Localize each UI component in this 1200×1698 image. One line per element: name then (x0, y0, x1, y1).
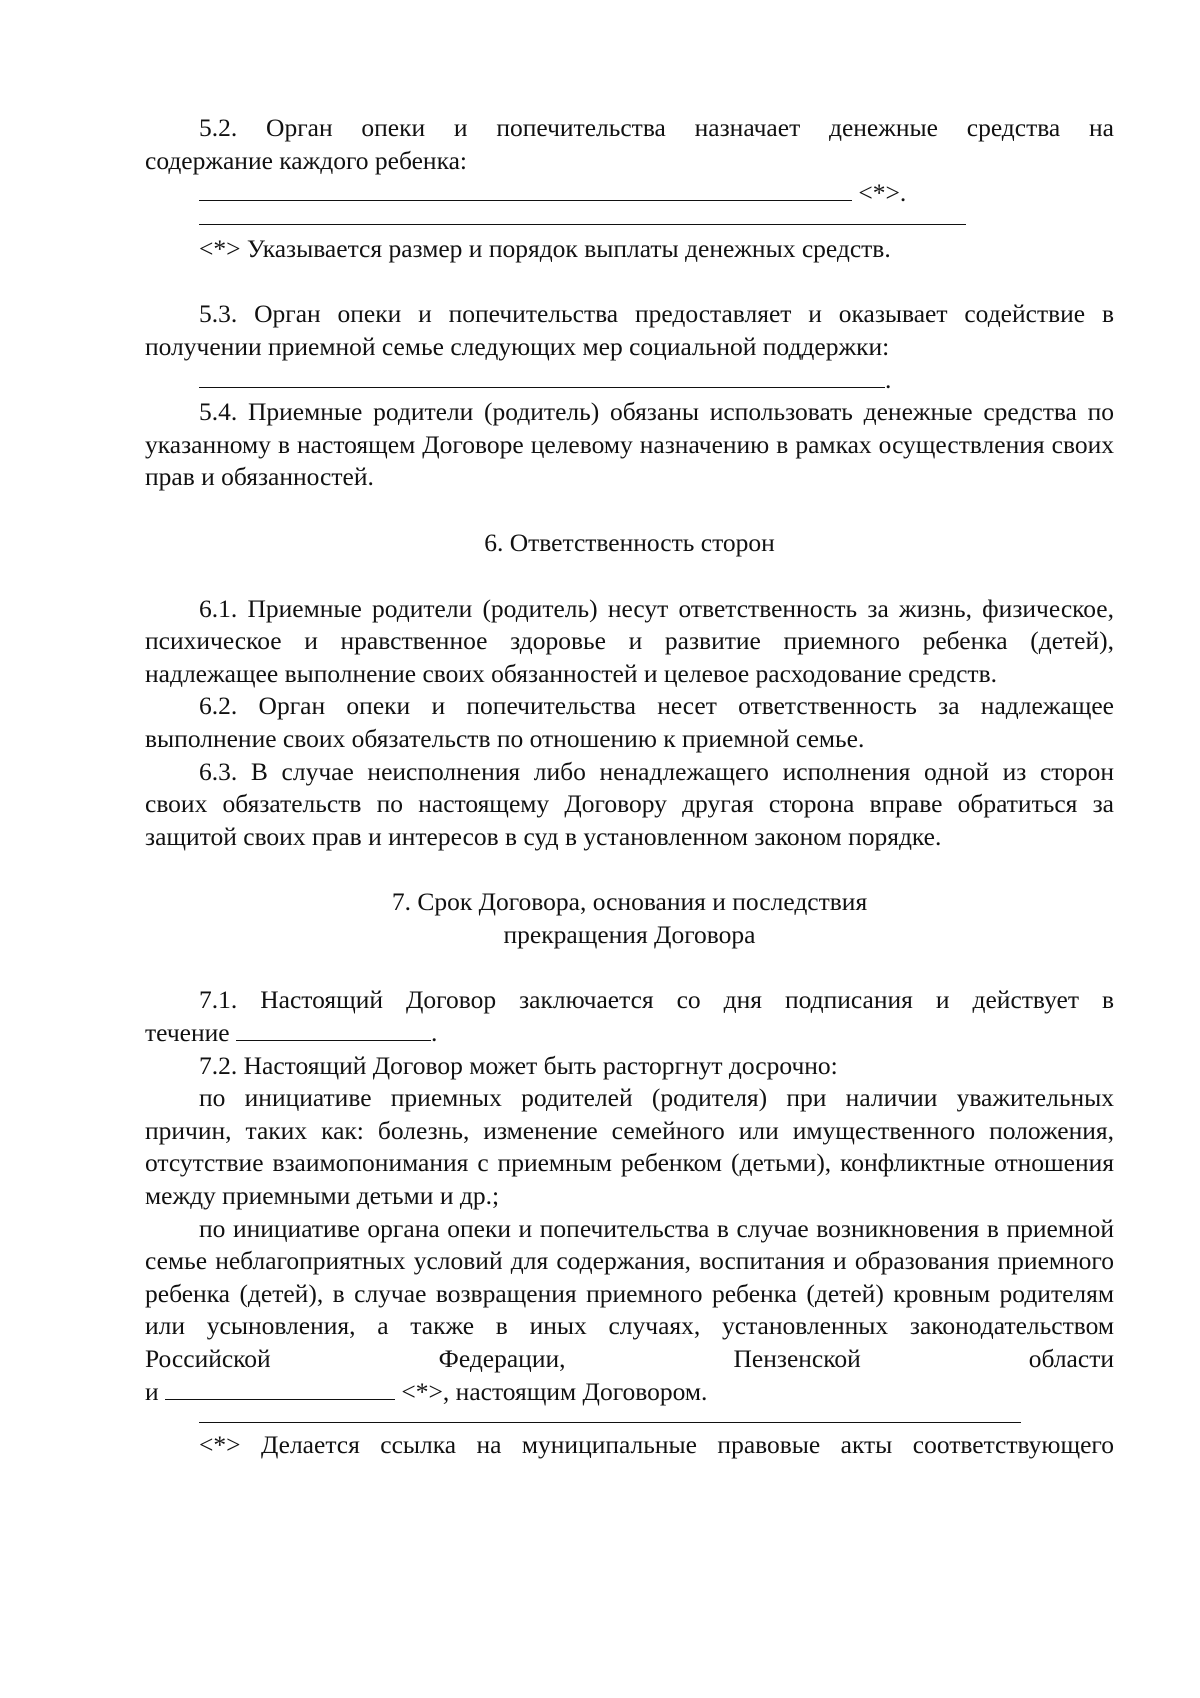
footnote-7: <*> Делается ссылка на муниципальные правовые акты соответствующего (199, 1430, 1114, 1460)
clause-5-3-fill: . (145, 364, 1114, 397)
clause-7-1-line2: течение . (145, 1018, 438, 1048)
clause-7-2-b-end: и <*>, настоящим Договором. (145, 1376, 708, 1406)
clause-7-2-a: по инициативе приемных родителей (родителя) при наличии уважительных причин, таких как: болезнь, изменение семейного или имущественного положения, отсутствие взаимопонимания с приемным ребенком (детьми), конфликтные отношения между приемными детьми и др.; (145, 1083, 1114, 1211)
clause-5-2-fill: <*>. (145, 177, 1114, 210)
clause-5-2-line1: 5.2. Орган опеки и попечительства назначает денежные средства на (199, 113, 1114, 142)
blank-field (199, 365, 885, 388)
section-7-title-line1: 7. Срок Договора, основания и последствия (391, 887, 868, 917)
clause-5-2-line2: содержание каждого ребенка: (145, 145, 467, 175)
blank-field (236, 1018, 431, 1041)
footnote-5-2: <*> Указывается размер и порядок выплаты денежных средств. (199, 233, 891, 263)
clause-7-2-b: по инициативе органа опеки и попечительства в случае возникновения в приемной семье неблагоприятных условий для содержания, воспитания и образования приемного ребенка (детей), в случае возвращения приемного ребенка (детей) кровным родителям или усыновления, а также в иных случаях, установленных законодательством Российской Федерации, Пензенской области (145, 1213, 1114, 1373)
clause-5-3-line2: получении приемной семье следующих мер социальной поддержки: (145, 331, 890, 361)
clause-6-2: 6.2. Орган опеки и попечительства несет ответственность за надлежащее выполнение своих обязательств по отношению к приемной семье. (145, 691, 1114, 753)
clause-7-2: 7.2. Настоящий Договор может быть расторгнут досрочно: (199, 1050, 838, 1080)
clause-6-1: 6.1. Приемные родители (родитель) несут ответственность за жизнь, физическое, психическое и нравственное здоровье и развитие приемного ребенка (детей), надлежащее выполнение своих обязанностей и целевое расходование средств. (145, 593, 1114, 688)
blank-field (199, 178, 852, 201)
section-7-title-line2: прекращения Договора (503, 919, 756, 949)
clause-5-3-line1: 5.3. Орган опеки и попечительства предоставляет и оказывает содействие в (199, 299, 1114, 329)
clause-5-4: 5.4. Приемные родители (родитель) обязаны использовать денежные средства по указанному в настоящем Договоре целевому назначению в рамках осуществления своих прав и обязанностей. (145, 397, 1114, 492)
clause-6-3: 6.3. В случае неисполнения либо ненадлежащего исполнения одной из сторон своих обязательств по настоящему Договору другая сторона вправе обратиться за защитой своих прав и интересов в суд в установленном законом порядке. (145, 756, 1114, 851)
section-6-title: 6. Ответственность сторон (484, 527, 775, 557)
clause-7-1-line1: 7.1. Настоящий Договор заключается со дня подписания и действует в (199, 985, 1114, 1015)
blank-field (165, 1377, 395, 1400)
